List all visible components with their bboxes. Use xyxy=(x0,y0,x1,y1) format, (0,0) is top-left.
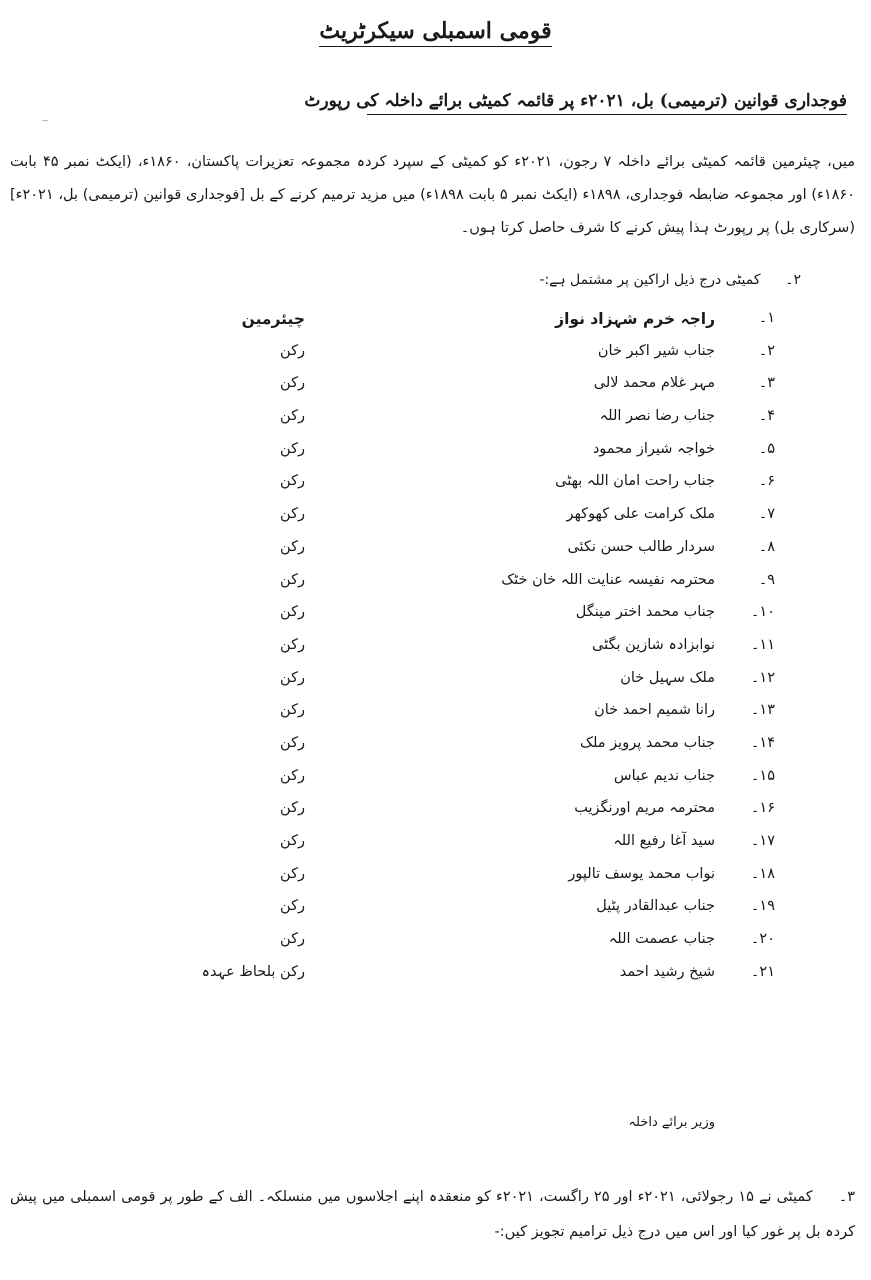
member-role: رکن xyxy=(280,342,305,359)
list-item xyxy=(75,437,775,470)
list-item xyxy=(75,698,775,731)
member-role: رکن بلحاظ عہدہ xyxy=(201,963,305,980)
list-item xyxy=(75,535,775,568)
list-item xyxy=(75,339,775,372)
paragraph-2 xyxy=(539,272,801,288)
member-role: رکن xyxy=(280,669,305,686)
member-number: ۱۱۔ xyxy=(750,636,775,653)
member-role: رکن xyxy=(280,375,305,392)
member-number: ۱۶۔ xyxy=(750,800,775,817)
member-name: رانا شمیم احمد خان xyxy=(594,702,715,719)
member-number: ۱۷۔ xyxy=(750,833,775,849)
paragraph-2-number: ۲۔ xyxy=(785,272,801,288)
list-item xyxy=(75,469,775,502)
member-name: جناب محمد پرویز ملک xyxy=(580,734,715,751)
member-role: رکن xyxy=(280,571,305,588)
list-item xyxy=(75,306,775,339)
member-role: چیئرمین xyxy=(241,310,305,328)
member-number: ۱۴۔ xyxy=(750,734,775,751)
member-number: ۹۔ xyxy=(758,571,775,588)
list-item xyxy=(75,829,775,862)
list-item xyxy=(75,731,775,764)
list-item xyxy=(75,404,775,437)
member-name: خواجہ شیراز محمود xyxy=(592,440,715,457)
member-number: ۶۔ xyxy=(758,473,775,490)
list-item xyxy=(75,371,775,404)
member-name: محترمہ مریم اورنگزیب xyxy=(574,800,715,817)
member-role: رکن xyxy=(280,506,305,523)
minister-note: وزیر برائے داخلہ xyxy=(628,1115,715,1130)
member-name: جناب عصمت اللہ xyxy=(608,931,715,948)
list-item xyxy=(75,894,775,927)
member-role: رکن xyxy=(280,538,305,555)
member-name: جناب راحت امان اللہ بھٹی xyxy=(555,473,715,490)
member-role: رکن xyxy=(280,800,305,817)
scan-speck xyxy=(42,120,48,121)
paragraph-3-text: کمیٹی نے ۱۵ رجولائی، ۲۰۲۱ء اور ۲۵ راگست، ۲۰۲۱ء کو منعقدہ اپنے اجلاسوں میں منسلکہ۔ الف کے طور پر قومی اسمبلی میں پیش کردہ بل پر غور کیا اور اس میں درج ذیل ترامیم تجویز کیں:- xyxy=(10,1189,855,1240)
member-name: ملک کرامت علی کھوکھر xyxy=(566,506,715,523)
member-name: محترمہ نفیسہ عنایت اللہ خان خٹک xyxy=(501,571,715,588)
member-role: رکن xyxy=(280,473,305,490)
member-role: رکن xyxy=(280,898,305,915)
member-number: ۱۹۔ xyxy=(750,898,775,915)
member-name: جناب شیر اکبر خان xyxy=(597,342,715,359)
member-role: رکن xyxy=(280,865,305,882)
member-role: رکن xyxy=(280,833,305,849)
member-number: ۳۔ xyxy=(758,375,775,392)
member-role: رکن xyxy=(280,767,305,784)
member-number: ۴۔ xyxy=(758,408,775,425)
members-list xyxy=(75,306,775,992)
list-item xyxy=(75,666,775,699)
member-role: رکن xyxy=(280,604,305,621)
member-name: جناب ندیم عباس xyxy=(613,767,715,784)
member-name: سردار طالب حسن نکئی xyxy=(567,538,715,555)
member-name: جناب عبدالقادر پٹیل xyxy=(596,898,715,915)
list-item xyxy=(75,927,775,960)
member-role: رکن xyxy=(280,702,305,719)
member-role: رکن xyxy=(280,440,305,457)
member-number: ۲۔ xyxy=(758,342,775,359)
title-text: قومی اسمبلی سیکرٹریٹ xyxy=(319,18,551,47)
member-name: نوابزادہ شازین بگٹی xyxy=(592,636,715,653)
member-number: ۱۲۔ xyxy=(750,669,775,686)
list-item xyxy=(75,568,775,601)
member-role: رکن xyxy=(280,931,305,948)
list-item xyxy=(75,633,775,666)
document-title xyxy=(0,18,871,44)
list-item xyxy=(75,796,775,829)
list-item xyxy=(75,764,775,797)
paragraph-3 xyxy=(10,1180,855,1250)
member-name: سید آغا رفیع اللہ xyxy=(613,833,715,849)
paragraph-1: میں، چیئرمین قائمہ کمیٹی برائے داخلہ ۷ رجون، ۲۰۲۱ء کو کمیٹی کے سپرد کردہ مجموعہ تعزیرات پاکستان، ۱۸۶۰ء، (ایکٹ نمبر ۴۵ بابت ۱۸۶۰ء) اور مجموعہ ضابطہ فوجداری، ۱۸۹۸ء (ایکٹ نمبر ۵ بابت ۱۸۹۸ء) میں مزید ترمیم کرنے کے بل [فوجداری قوانین (ترمیمی) بل، ۲۰۲۱ء] (سرکاری بل) پر رپورٹ ہذا پیش کرنے کا شرف حاصل کرتا ہوں۔ xyxy=(10,154,856,236)
member-name: شیخ رشید احمد xyxy=(619,963,715,980)
member-name: ملک سہیل خان xyxy=(620,669,715,686)
member-name: جناب رضا نصر اللہ xyxy=(599,408,715,425)
member-number: ۲۰۔ xyxy=(750,931,775,948)
member-role: رکن xyxy=(280,408,305,425)
list-item xyxy=(75,502,775,535)
member-number: ۱۵۔ xyxy=(750,767,775,784)
paragraph-3-number: ۳۔ xyxy=(838,1189,855,1205)
member-number: ۱۸۔ xyxy=(750,865,775,882)
report-subtitle: فوجداری قوانین (ترمیمی) بل، ۲۰۲۱ء پر قائمہ کمیٹی برائے داخلہ کی رپورٹ xyxy=(367,90,847,115)
member-number: ۱۰۔ xyxy=(750,604,775,621)
member-role: رکن xyxy=(280,734,305,751)
member-number: ۵۔ xyxy=(758,440,775,457)
member-number: ۱۳۔ xyxy=(750,702,775,719)
list-item xyxy=(75,862,775,895)
member-name: مہر غلام محمد لالی xyxy=(593,375,715,392)
member-number: ۸۔ xyxy=(758,538,775,555)
list-item xyxy=(75,600,775,633)
member-number: ۷۔ xyxy=(758,506,775,523)
member-role: رکن xyxy=(280,636,305,653)
member-number: ۱۔ xyxy=(758,310,775,326)
member-number: ۲۱۔ xyxy=(750,963,775,980)
list-item xyxy=(75,960,775,993)
paragraph-2-text: کمیٹی درج ذیل اراکین پر مشتمل ہے:- xyxy=(539,272,761,288)
member-name: راجہ خرم شہزاد نواز xyxy=(555,310,715,328)
member-name: جناب محمد اختر مینگل xyxy=(575,604,715,621)
member-name: نواب محمد یوسف تالپور xyxy=(568,865,715,882)
